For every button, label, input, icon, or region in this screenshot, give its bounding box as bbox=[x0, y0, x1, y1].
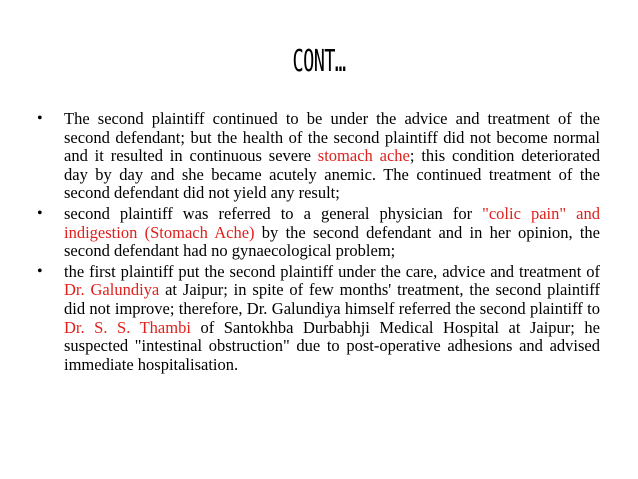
highlighted-term: Dr. Galundiya bbox=[64, 280, 160, 300]
highlighted-term: Dr. S. S. Thambi bbox=[64, 317, 191, 337]
bullet-text: the first plaintiff put the second plaintiff under the care, advice and treatment of bbox=[64, 261, 600, 281]
highlighted-term: "colic pain" and indigestion (Stomach Ache) bbox=[64, 203, 600, 242]
bullet-text: by the second defendant and in her opinion, the second defendant had no gynaecological problem; bbox=[64, 222, 601, 261]
bullet-item-1 bbox=[37, 110, 600, 203]
bullet-item-2 bbox=[37, 205, 600, 261]
bullet-marker: • bbox=[37, 110, 43, 127]
bullet-marker: • bbox=[37, 204, 43, 222]
bullet-text: second plaintiff was referred to a general physician for bbox=[64, 203, 483, 223]
bullet-item-3 bbox=[37, 263, 600, 375]
slide-title: CONT… bbox=[292, 44, 346, 79]
highlighted-term: stomach ache bbox=[317, 146, 410, 166]
bullet-text: at Jaipur; in spite of few months' treatment, the second plaintiff did not improve; therefore, Dr. Galundiya himself referred the second plaintiff to bbox=[64, 280, 600, 318]
bullet-text: of Santokhba Durbabhji Medical Hospital at Jaipur; he suspected "intestinal obstruction" due to post-operative adhesions and advised immediate hospitalisation. bbox=[64, 317, 600, 374]
bullet-list bbox=[37, 110, 600, 376]
bullet-text: The second plaintiff continued to be under the advice and treatment of the second defendant; but the health of the second plaintiff did not become normal and it resulted in continuous severe bbox=[64, 109, 600, 166]
bullet-marker: • bbox=[37, 262, 43, 280]
bullet-text: ; this condition deteriorated day by day and she became acutely anemic. The continued treatment of the second defendant did not yield any result; bbox=[64, 146, 600, 203]
